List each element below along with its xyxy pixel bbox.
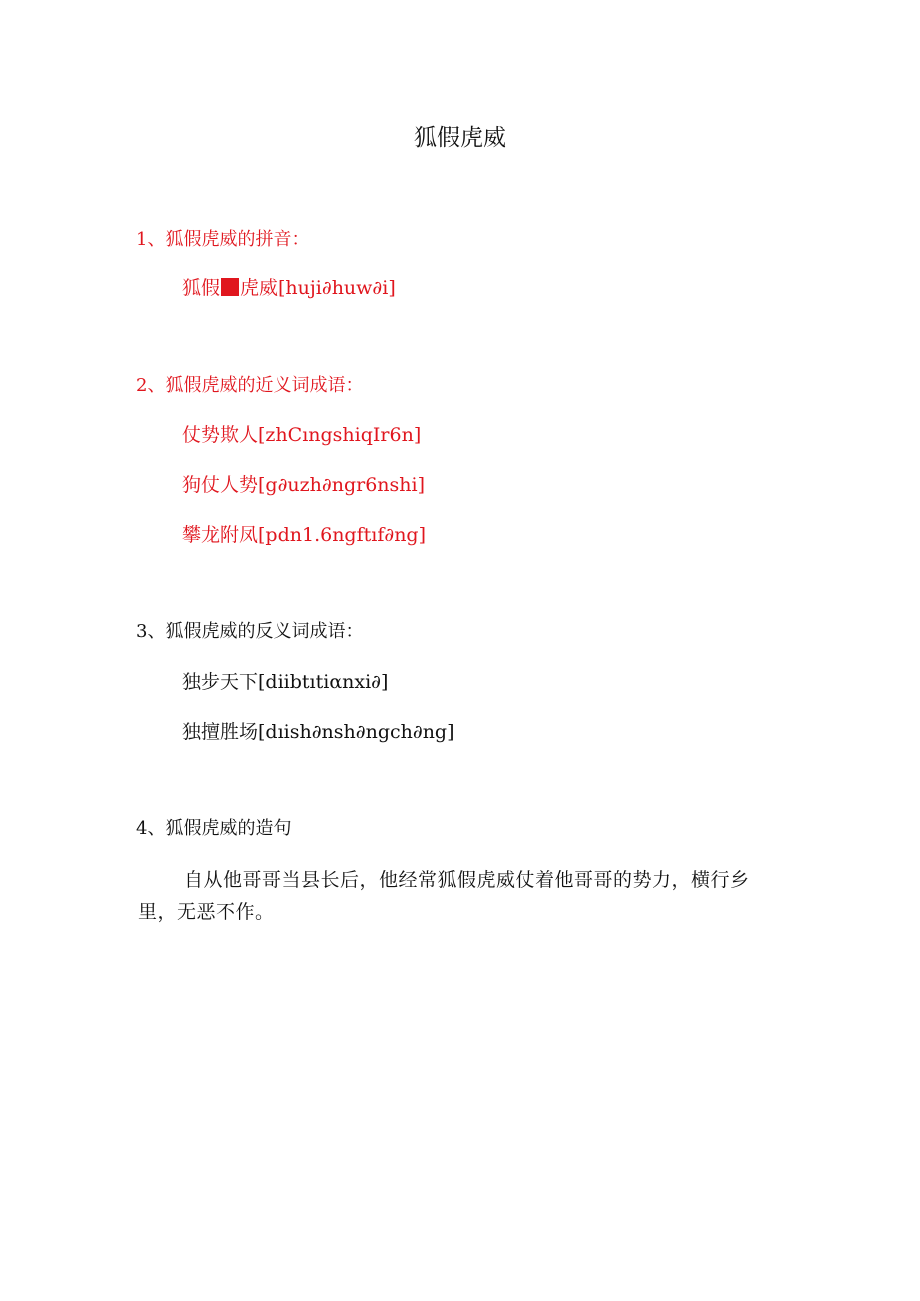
antonym-item: 独擅胜场[dıish∂nsh∂ngch∂ng] [182,721,455,743]
synonym-item: 攀龙附凤[pdn1.6ngftıf∂ng] [182,524,427,546]
red-square-mark [221,278,239,296]
section-1-heading: 1、狐假虎威的拼音： [136,229,310,250]
pinyin-entry [182,274,396,302]
section-2-heading: 2、狐假虎威的近义词成语： [136,375,364,396]
section-4-heading: 4、狐假虎威的造句 [136,818,292,839]
page-title: 狐假虎威 [414,125,506,151]
pinyin-entry-prefix: 狐假 [182,277,221,299]
section-3-heading: 3、狐假虎威的反义词成语： [136,621,364,642]
example-sentence: 自从他哥哥当县长后，他经常狐假虎威仗着他哥哥的势力，横行乡里，无恶不作。 [138,869,750,923]
synonym-item: 狗仗人势[g∂uzh∂ngr6nshi] [182,474,425,496]
antonym-item: 独步天下[diibtıtiαnxi∂] [182,671,389,693]
synonym-item: 仗势欺人[zhCıngshiqIr6n] [182,424,422,446]
pinyin-entry-suffix: 虎威[huji∂huw∂i] [240,277,396,299]
